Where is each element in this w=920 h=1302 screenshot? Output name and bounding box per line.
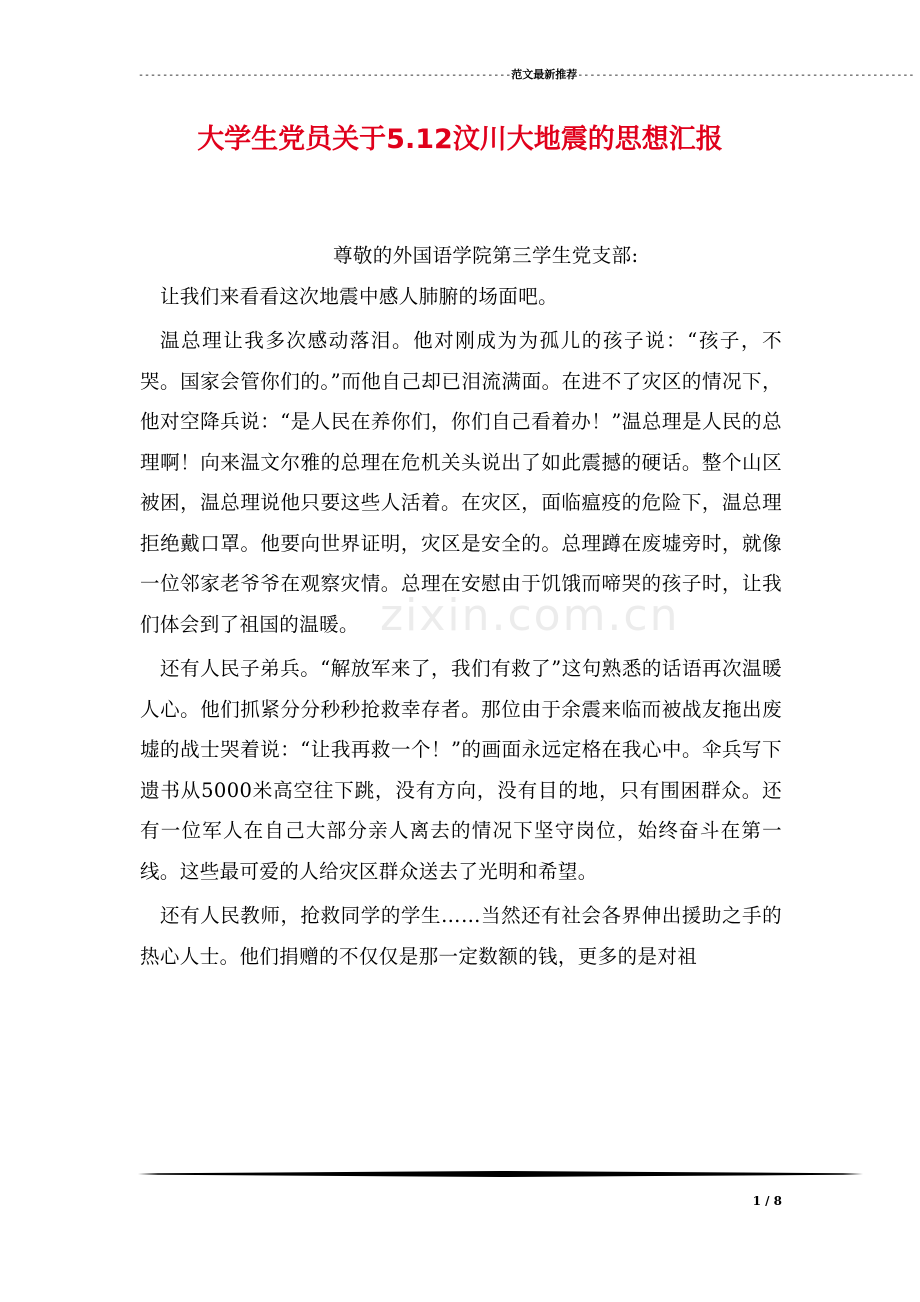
paragraph: 还有人民子弟兵。“解放军来了，我们有救了”这句熟悉的话语再次温暖人心。他们抓紧分分秒秒抢救幸存者。那位由于余震来临而被战友拖出废墟的战士哭着说：“让我再救一个！”的画面永远定格在我心中。伞兵写下遗书从5000米高空往下跳，没有方向，没有目的地，只有围困群众。还有一位军人在自己大部分亲人离去的情况下坚守岗位，始终奋斗在第一线。这些最可爱的人给灾区群众送去了光明和希望。 xyxy=(140,657,782,883)
footer-rule xyxy=(138,1170,863,1178)
document-body xyxy=(140,236,782,981)
header-dashes-right: -------------------------------------------------------- xyxy=(577,70,915,81)
salutation: 尊敬的外国语学院第三学生党支部: xyxy=(333,244,639,267)
paragraph: 还有人民教师，抢救同学的学生……当然还有社会各界伸出援助之手的热心人士。他们捐赠的不仅仅是那一定数额的钱，更多的是对祖 xyxy=(140,904,782,968)
page-number: 1 / 8 xyxy=(752,1194,782,1208)
header-dashes-left: -------------------------------------------------------------- xyxy=(138,70,512,81)
paragraph: 让我们来看看这次地震中感人肺腑的场面吧。 xyxy=(160,284,559,308)
paragraph: 温总理让我多次感动落泪。他对刚成为为孤儿的孩子说：“孩子，不哭。国家会管你们的。”而他自己却已泪流满面。在进不了灾区的情况下，他对空降兵说：“是人民在养你们，你们自己看着办！”温总理是人民的总理啊！向来温文尔雅的总理在危机关头说出了如此震撼的硬话。整个山区被困，温总理说他只要这些人活着。在灾区，面临瘟疫的危险下，温总理拒绝戴口罩。他要向世界证明，灾区是安全的。总理蹲在废墟旁时，就像一位邻家老爷爷在观察灾情。总理在安慰由于饥饿而啼哭的孩子时，让我们体会到了祖国的温暖。 xyxy=(140,329,782,636)
document-title: 大学生党员关于5.12汶川大地震的思想汇报 xyxy=(197,124,723,155)
page-header xyxy=(138,68,915,83)
watermark: zixin.com.cn xyxy=(380,590,680,641)
header-label: 范文最新推荐 xyxy=(511,68,578,81)
